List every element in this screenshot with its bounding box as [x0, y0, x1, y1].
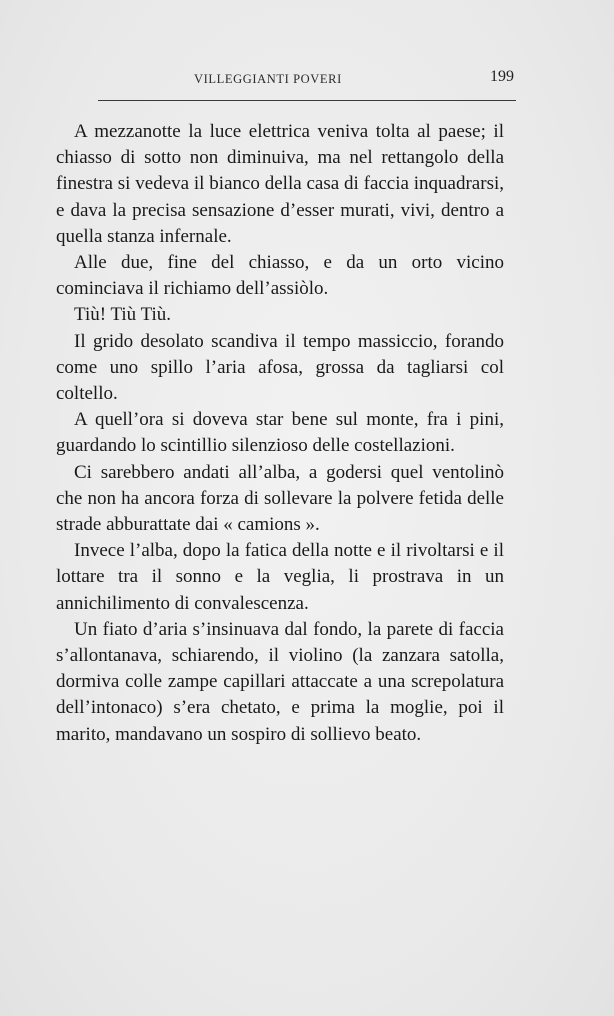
paragraph: Invece l’alba, dopo la fatica della notte e il rivoltarsi e il lottare tra il sonno e la veglia, li prostrava in un annichilimento di convalescenza. — [56, 540, 504, 614]
running-title: VILLEGGIANTI POVERI — [194, 72, 342, 86]
body-text — [56, 119, 504, 748]
paragraph: Tiù! Tiù Tiù. — [74, 304, 172, 326]
running-head — [98, 68, 516, 90]
page-number: 199 — [490, 68, 514, 85]
header-rule — [98, 100, 516, 101]
paragraph: A mezzanotte la luce elettrica veniva tolta al paese; il chiasso di sotto non diminuiva, ma nel rettangolo della finestra si vedeva il bianco della casa di faccia inquadrarsi, e dava la precisa sensazione d’esser murati, vivi, dentro a quella stanza infernale. — [56, 121, 504, 247]
paragraph: Alle due, fine del chiasso, e da un orto vicino cominciava il richiamo dell’assiòlo. — [56, 252, 504, 300]
paragraph: Il grido desolato scandiva il tempo massiccio, forando come uno spillo l’aria afosa, grossa da tagliarsi col coltello. — [56, 330, 504, 405]
paragraph: Ci sarebbero andati all’alba, a godersi quel ventolinò che non ha ancora forza di sollevare la polvere fetida delle strade abburattate dai « camions ». — [56, 461, 504, 536]
paragraph: A quell’ora si doveva star bene sul monte, fra i pini, guardando lo scintillio silenzioso delle costellazioni. — [56, 409, 504, 457]
paragraph: Un fiato d’aria s’insinuava dal fondo, la parete di faccia s’allontanava, schiarendo, il violino (la zanzara satolla, dormiva colle zampe capillari attaccate a una screpolatura dell’intonaco) s’era chetato, e prima la moglie, poi il marito, mandavano un sospiro di sollievo beato. — [56, 618, 504, 745]
